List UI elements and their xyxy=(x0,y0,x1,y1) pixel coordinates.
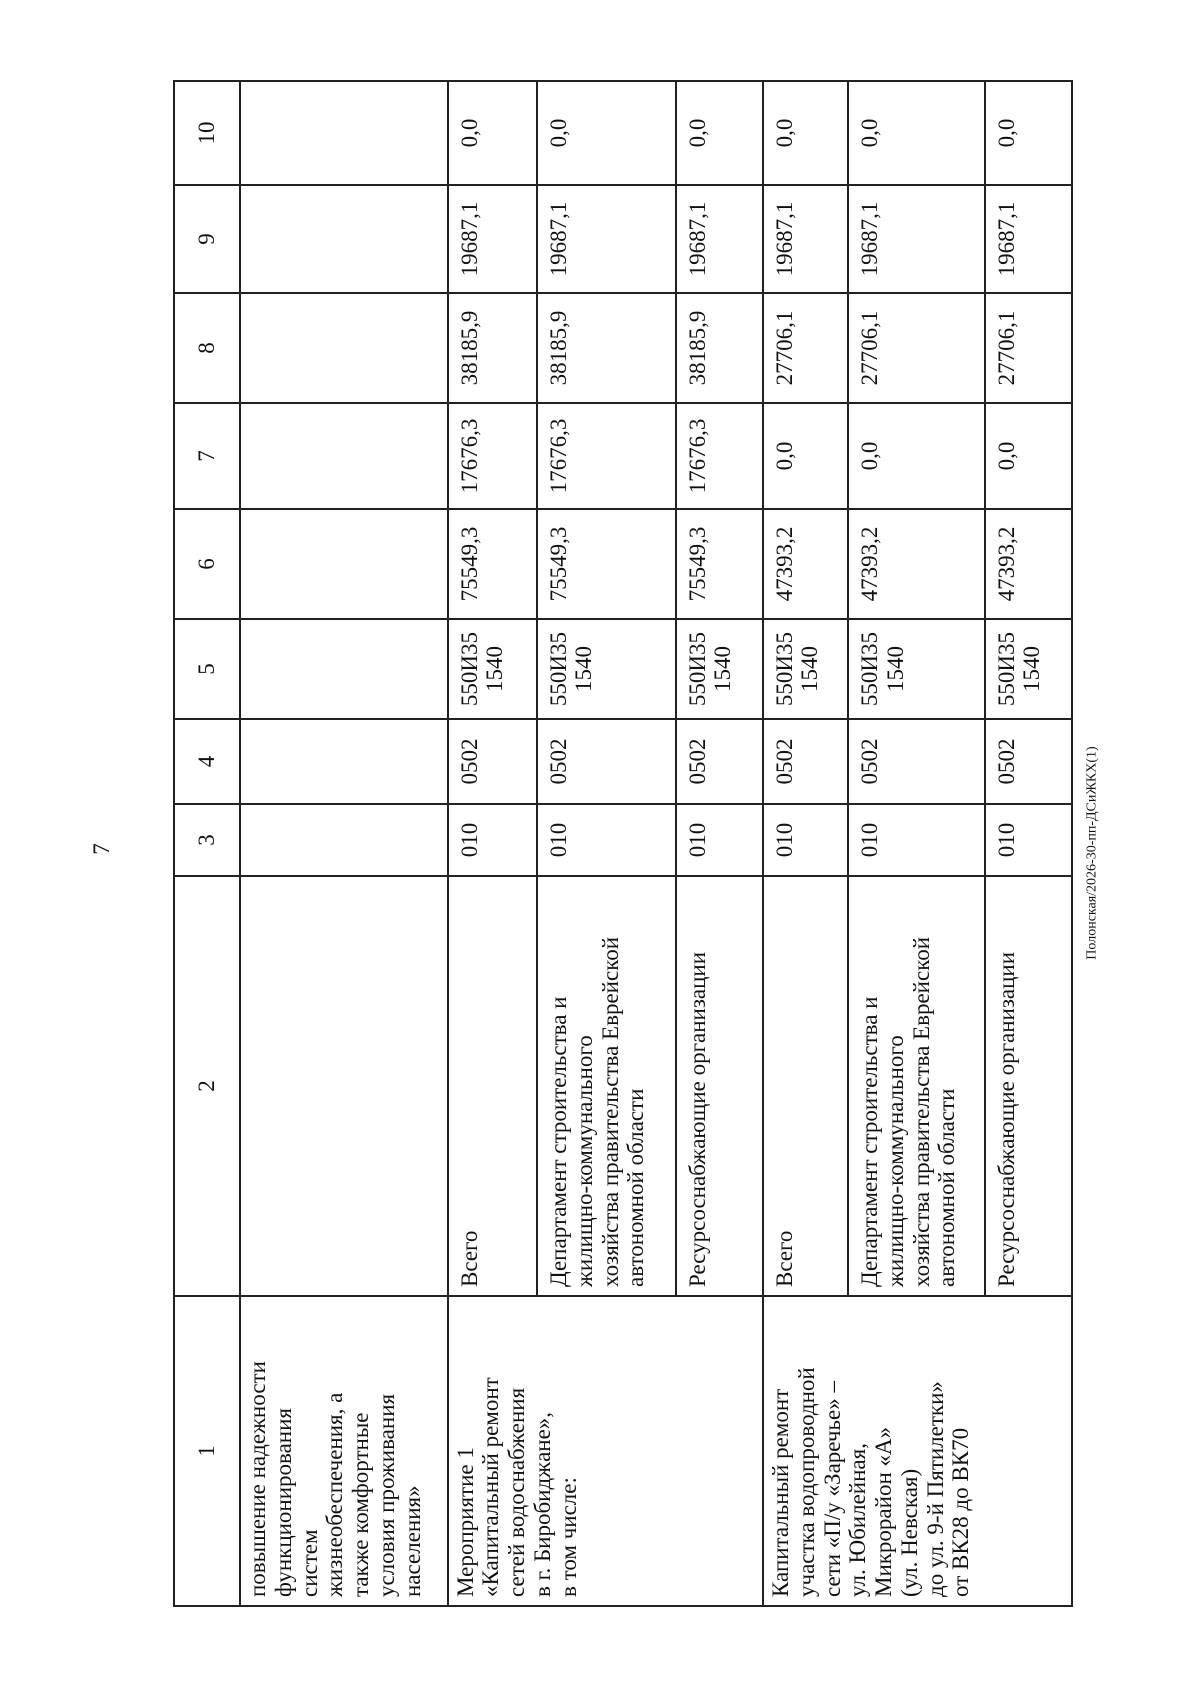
cell-col-2 xyxy=(537,876,676,1296)
table-frame xyxy=(173,82,1073,1607)
cell-col-7: 17676,3 xyxy=(676,403,763,509)
cell-col-9: 19687,1 xyxy=(676,185,763,293)
cell-line: Ресурсоснабжающие организации xyxy=(993,951,1019,1287)
document-reference: Полонская/2026-30-пп-ДСиЖКХ(1) xyxy=(1085,746,1101,960)
rotated-table-container xyxy=(173,82,1073,1607)
cell-col-6: 47393,2 xyxy=(985,509,1072,619)
cell-col-2 xyxy=(848,876,984,1296)
cell-line: повышение надежности xyxy=(245,1361,270,1597)
cell-line: 1540 xyxy=(710,646,736,692)
table-row xyxy=(763,81,848,1606)
header-col-7: 7 xyxy=(174,403,240,509)
cell-col-4: 0502 xyxy=(763,719,848,804)
cell-col-2 xyxy=(240,876,448,1296)
cell-col-5 xyxy=(448,619,538,719)
cell-col-9: 19687,1 xyxy=(985,185,1072,293)
header-row xyxy=(174,81,240,1606)
cell-col-3: 010 xyxy=(985,804,1072,876)
cell-col-2 xyxy=(448,876,538,1296)
cell-col-7: 0,0 xyxy=(985,403,1072,509)
cell-col-4: 0502 xyxy=(448,719,538,804)
header-col-2: 2 xyxy=(174,876,240,1296)
header-col-10: 10 xyxy=(174,81,240,185)
cell-col-8: 38185,9 xyxy=(537,293,676,403)
cell-col-5 xyxy=(985,619,1072,719)
cell-col-7: 0,0 xyxy=(763,403,848,509)
cell-line: систем xyxy=(296,1529,322,1597)
cell-col-3 xyxy=(240,804,448,876)
cell-line: условия проживания xyxy=(373,1393,399,1597)
cell-line: также комфортные xyxy=(348,1412,373,1597)
cell-col-5 xyxy=(240,619,448,719)
cell-line: Всего xyxy=(772,1230,798,1287)
cell-col-8: 27706,1 xyxy=(763,293,848,403)
cell-line: сетей водоснабжения xyxy=(504,1387,530,1597)
cell-line: жилищно-коммунального xyxy=(571,1035,597,1287)
cell-line: Всего xyxy=(456,1230,482,1287)
cell-line: участка водопроводной xyxy=(793,1367,819,1597)
header-col-3: 3 xyxy=(174,804,240,876)
cell-line: Ресурсоснабжающие организации xyxy=(684,951,710,1287)
cell-line: в том числе: xyxy=(555,1477,581,1597)
cell-line: жилищно-коммунального xyxy=(882,1035,908,1287)
cell-line: населения» xyxy=(399,1485,425,1597)
cell-col-6: 75549,3 xyxy=(448,509,538,619)
cell-col-8: 38185,9 xyxy=(676,293,763,403)
cell-line: ул. Юбилейная, xyxy=(845,1443,871,1597)
cell-line: Капитальный ремонт xyxy=(768,1388,794,1597)
cell-line: сети «П/у «Заречье» – xyxy=(819,1381,845,1597)
budget-table xyxy=(173,80,1073,1607)
cell-col-7: 17676,3 xyxy=(448,403,538,509)
header-col-9: 9 xyxy=(174,185,240,293)
header-col-1: 1 xyxy=(174,1296,240,1606)
cell-col-8: 38185,9 xyxy=(448,293,538,403)
cell-col-9: 19687,1 xyxy=(537,185,676,293)
cell-col-1-measure xyxy=(448,1296,763,1606)
cell-line: 550И35 xyxy=(684,631,710,707)
cell-line: 1540 xyxy=(481,646,507,692)
cell-col-2 xyxy=(676,876,763,1296)
cell-col-3: 010 xyxy=(676,804,763,876)
cell-col-6: 47393,2 xyxy=(763,509,848,619)
cell-col-9 xyxy=(240,185,448,293)
cell-col-4: 0502 xyxy=(537,719,676,804)
cell-col-8: 27706,1 xyxy=(985,293,1072,403)
cell-col-10: 0,0 xyxy=(537,81,676,185)
cell-line: (ул. Невская) xyxy=(896,1468,922,1597)
cell-line: 1540 xyxy=(797,646,823,692)
cell-col-3: 010 xyxy=(537,804,676,876)
cell-col-6 xyxy=(240,509,448,619)
cell-line: Департамент строительства и xyxy=(546,996,572,1287)
cell-col-4: 0502 xyxy=(848,719,984,804)
cell-line: хозяйства правительства Еврейской xyxy=(597,936,623,1287)
cell-line: автономной области xyxy=(934,1088,960,1287)
cell-line: 550И35 xyxy=(857,631,883,707)
cell-col-10: 0,0 xyxy=(985,81,1072,185)
cell-col-6: 75549,3 xyxy=(537,509,676,619)
cell-col-5 xyxy=(676,619,763,719)
cell-line: «Капитальный ремонт xyxy=(478,1377,504,1597)
cell-col-10: 0,0 xyxy=(763,81,848,185)
cell-col-9: 19687,1 xyxy=(448,185,538,293)
header-col-5: 5 xyxy=(174,619,240,719)
cell-col-2 xyxy=(763,876,848,1296)
cell-col-9: 19687,1 xyxy=(763,185,848,293)
cell-col-10: 0,0 xyxy=(676,81,763,185)
cell-col-5 xyxy=(763,619,848,719)
cell-line: 1540 xyxy=(571,646,597,692)
cell-line: автономной области xyxy=(623,1088,649,1287)
cell-col-7: 17676,3 xyxy=(537,403,676,509)
table-row xyxy=(448,81,538,1606)
cell-col-4: 0502 xyxy=(676,719,763,804)
cell-col-2 xyxy=(985,876,1072,1296)
cell-col-10 xyxy=(240,81,448,185)
cell-col-1 xyxy=(240,1296,448,1606)
cell-col-8: 27706,1 xyxy=(848,293,984,403)
cell-line: функционирования xyxy=(270,1407,296,1597)
header-col-4: 4 xyxy=(174,719,240,804)
header-col-8: 8 xyxy=(174,293,240,403)
cell-line: от ВК28 до ВК70 xyxy=(948,1427,974,1597)
cell-col-7: 0,0 xyxy=(848,403,984,509)
cell-col-7 xyxy=(240,403,448,509)
header-col-6: 6 xyxy=(174,509,240,619)
cell-col-10: 0,0 xyxy=(848,81,984,185)
cell-col-9: 19687,1 xyxy=(848,185,984,293)
cell-col-5 xyxy=(537,619,676,719)
cell-col-5 xyxy=(848,619,984,719)
cell-line: хозяйства правительства Еврейской xyxy=(908,936,934,1287)
cell-col-8 xyxy=(240,293,448,403)
cell-col-10: 0,0 xyxy=(448,81,538,185)
cell-col-4 xyxy=(240,719,448,804)
cell-line: Микрорайон «А» xyxy=(871,1426,897,1597)
cell-line: 550И35 xyxy=(772,631,798,707)
cell-col-6: 47393,2 xyxy=(848,509,984,619)
cell-line: 550И35 xyxy=(456,631,482,707)
cell-col-3: 010 xyxy=(448,804,538,876)
cell-line: 1540 xyxy=(882,646,908,692)
cell-line: жизнеобеспечения, а xyxy=(322,1392,348,1597)
document-footer xyxy=(1083,78,1103,1628)
cell-line: до ул. 9-й Пятилетки» xyxy=(922,1381,948,1597)
cell-col-3: 010 xyxy=(848,804,984,876)
cell-line: 550И35 xyxy=(546,631,572,707)
table-row xyxy=(240,81,448,1606)
cell-line: 1540 xyxy=(1018,646,1044,692)
page-number: 7 xyxy=(88,843,114,855)
cell-line: в г. Биробиджане», xyxy=(529,1411,555,1597)
cell-line: Мероприятие 1 xyxy=(452,1447,478,1597)
cell-col-6: 75549,3 xyxy=(676,509,763,619)
cell-col-1-object xyxy=(763,1296,1072,1606)
cell-col-4: 0502 xyxy=(985,719,1072,804)
cell-col-3: 010 xyxy=(763,804,848,876)
cell-line: 550И35 xyxy=(993,631,1019,707)
cell-line: Департамент строительства и xyxy=(857,996,883,1287)
